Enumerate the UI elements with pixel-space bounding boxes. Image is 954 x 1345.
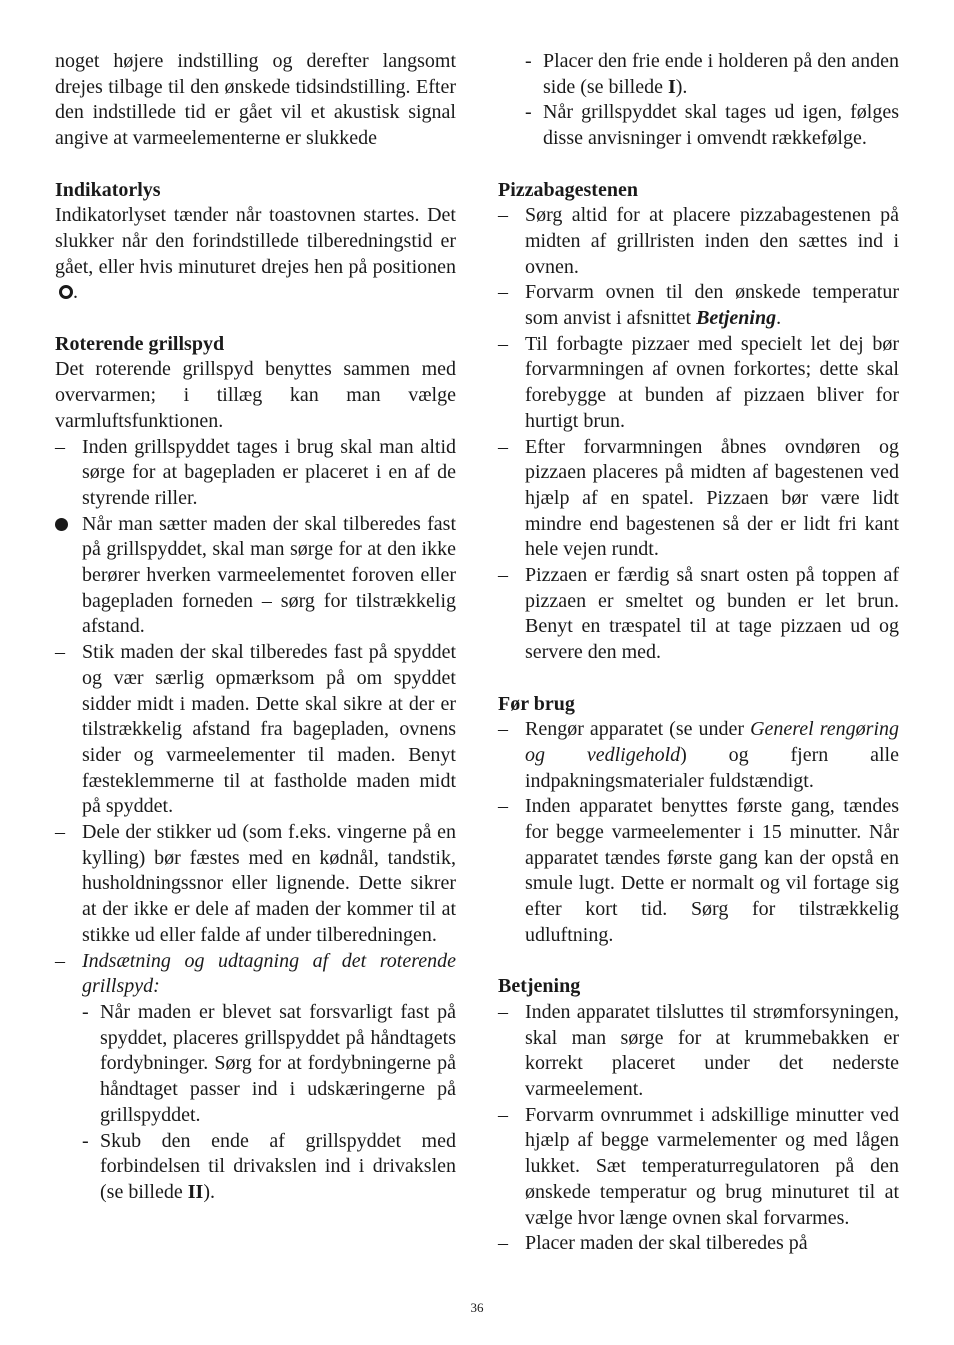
continued-sublist: [525, 49, 899, 152]
rotisserie-heading: Roterende grillspyd: [55, 332, 225, 355]
right-column: [498, 49, 899, 1257]
pizza-list: [498, 203, 899, 666]
list-item: – Placer maden der skal tilberedes på: [498, 1232, 808, 1255]
list-item: – Inden grillspyddet tages i brug skal man altid sørge for at bagepladen er placeret i en af de styrende riller.: [55, 435, 456, 509]
list-item: – Dele der stikker ud (som f.eks. vingerne på en kylling) bør fæstes med en kødnål, tandstik, husholdningssnor eller lignende. Dette sikrer at der ikke er dele af maden der kommer til at stikke ud eller falde af under tilberedningen.: [55, 821, 456, 946]
list-item: Når man sætter maden der skal tilberedes fast på grillspyddet, skal man sørge for at den ikke berører hverken varmeelementet foroven eller bagepladen forneden – sørg for tilstrækkelig afstand.: [55, 512, 456, 641]
rotisserie-intro: Det roterende grillspyd benyttes sammen med overvarmen; i tillæg kan man vælge varmluftsfunktionen.: [55, 358, 456, 432]
sub-list-item: - Når maden er blevet sat forsvarligt fast på spyddet, placeres grillspyddet på håndtagets fordybninger. Sørg for at fordybningerne på håndtaget passer ind i udskæringerne på grillspyddet.: [82, 1000, 456, 1126]
page-number: 36: [470, 1300, 484, 1315]
rotisserie-sublist: [82, 1000, 456, 1206]
operation-heading: Betjening: [498, 975, 581, 998]
list-item: – Stik maden der skal tilberedes fast på spyddet og vær særlig opmærksom på om spyddet sidder midt i maden. Dette skal sikre at der er tilstrækkelig afstand fra bagepladen, ovnens sider og varmeelementer til maden. Benyt fæsteklemmerne til at fastholde maden midt på spyddet.: [55, 641, 456, 818]
sub-list-item: - Placer den frie ende i holderen på den anden side (se billede I).: [525, 50, 899, 98]
list-item: – Forvarm ovnrummet i adskillige minutter ved hjælp af begge varmelementer og med lågen lukket. Sæt temperaturregulatoren på den ønskede temperatur og brug minuturet til at vælge hvor længe ovnen skal forvarmes.: [498, 1103, 899, 1229]
sub-list-item: - Når grillspyddet skal tages ud igen, følges disse anvisninger i omvendt rækkefølge.: [525, 101, 899, 150]
pizza-heading: Pizzabagestenen: [498, 178, 638, 201]
sub-list-item: - Skub den ende af grillspyddet med forbindelsen til drivakslen ind i drivakslen (se billede II).: [82, 1129, 456, 1203]
intro-paragraph: noget højere indstilling og derefter langsomt drejes tilbage til den ønskede tidsindstilling. Efter den indstillede tid er gået vil et akustisk signal angive at varmeelementerne er slukkede: [55, 50, 456, 150]
list-item: – Rengør apparatet (se under Generel rengøring og vedligehold) og fjern alle indpakningsmaterialer fuldstændigt.: [498, 718, 900, 792]
bullet-dot-icon: [55, 518, 68, 531]
list-item: – Efter forvarmningen åbnes ovndøren og pizzaen placeres på midten af bagestenen ved hjælp af en spatel. Pizzaen bør være lidt mindre end bagestenen så der er lidt fri kant hele vejen rundt.: [498, 435, 899, 561]
list-item: – Inden apparatet tilsluttes til strømforsyningen, skal man sørge for at krummebakken er korrekt placeret under det nederste varmeelement.: [498, 1000, 899, 1101]
off-position-icon: [59, 285, 73, 299]
list-item: – Sørg altid for at placere pizzabagestenen på midten af grillristen inden den sættes ind i ovnen.: [498, 204, 899, 278]
list-item: – Inden apparatet benyttes første gang, tændes for begge varmeelementer i 15 minutter. Når apparatet tændes første gang kan der opstå en smule lugt. Dette er normalt og vil fortage sig efter kort tid. Sørg for tilstrækkelig udluftning.: [498, 795, 899, 946]
indicator-paragraph: Indikatorlyset tænder når toastovnen startes. Det slukker når den forindstillede tilberedningstid er gået, eller hvis minuturet drejes hen på positionen.: [55, 204, 456, 304]
before-use-heading: Før brug: [498, 692, 575, 715]
list-item: – Til forbagte pizzaer med specielt let dej bør forvarmningen af ovnen forkortes; dette skal forebygge at bunden af pizzaen bliver for hurtigt brun.: [498, 332, 899, 432]
rotisserie-list: [55, 435, 456, 1000]
left-column: [55, 49, 456, 1206]
operation-list: [498, 1000, 899, 1257]
list-item: – Forvarm ovnen til den ønskede temperatur som anvist i afsnittet Betjening.: [498, 281, 899, 330]
before-use-list: [498, 717, 899, 948]
list-item: – Pizzaen er færdig så snart osten på toppen af pizzaen er smeltet og bunden er let brun. Benyt en træspatel til at tage pizzaen ud og servere den med.: [498, 564, 899, 664]
indicator-heading: Indikatorlys: [55, 178, 161, 201]
list-item: – Indsætning og udtagning af det roterende grillspyd:: [55, 949, 456, 998]
